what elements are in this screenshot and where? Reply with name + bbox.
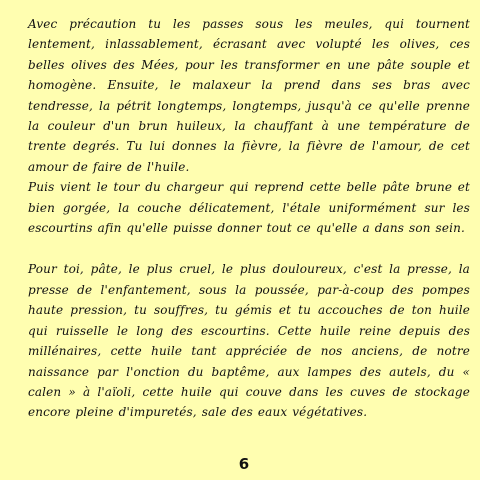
paragraph-2: Puis vient le tour du chargeur qui reprend cette belle pâte brune et bien gorgée, la couche délicatement, l'étale uniformément sur les escourtins afin qu'elle puisse donner tout ce qu'elle a dans son sein.	[28, 180, 470, 236]
paragraph-3: Pour toi, pâte, le plus cruel, le plus douloureux, c'est la presse, la presse de l'enfantement, sous la poussée, par-à-coup des pompes haute pression, tu souffres, tu gémis et tu accouches de ton huile qui ruisselle le long des escourtins. Cette huile reine depuis des millénaires, cette huile tant appréciée de nos anciens, de notre naissance par l'onction du baptême, aux lampes des autels, du « calen » à l'aïoli, cette huile qui couve dans les cuves de stockage encore pleine d'impuretés, sale des eaux végétatives.	[28, 262, 470, 420]
paragraph-1: Avec précaution tu les passes sous les meules, qui tournent lentement, inlassablement, écrasant avec volupté les olives, ces belles olives des Mées, pour les transformer en une pâte souple et homogène. Ensuite, le malaxeur la prend dans ses bras avec tendresse, la pétrit longtemps, longtemps, jusqu'à ce qu'elle prenne la couleur d'un brun huileux, la chauffant à une température de trente degrés. Tu lui donnes la fièvre, la fièvre de l'amour, de cet amour de faire de l'huile.	[28, 17, 470, 174]
page-number: 6	[238, 455, 250, 473]
